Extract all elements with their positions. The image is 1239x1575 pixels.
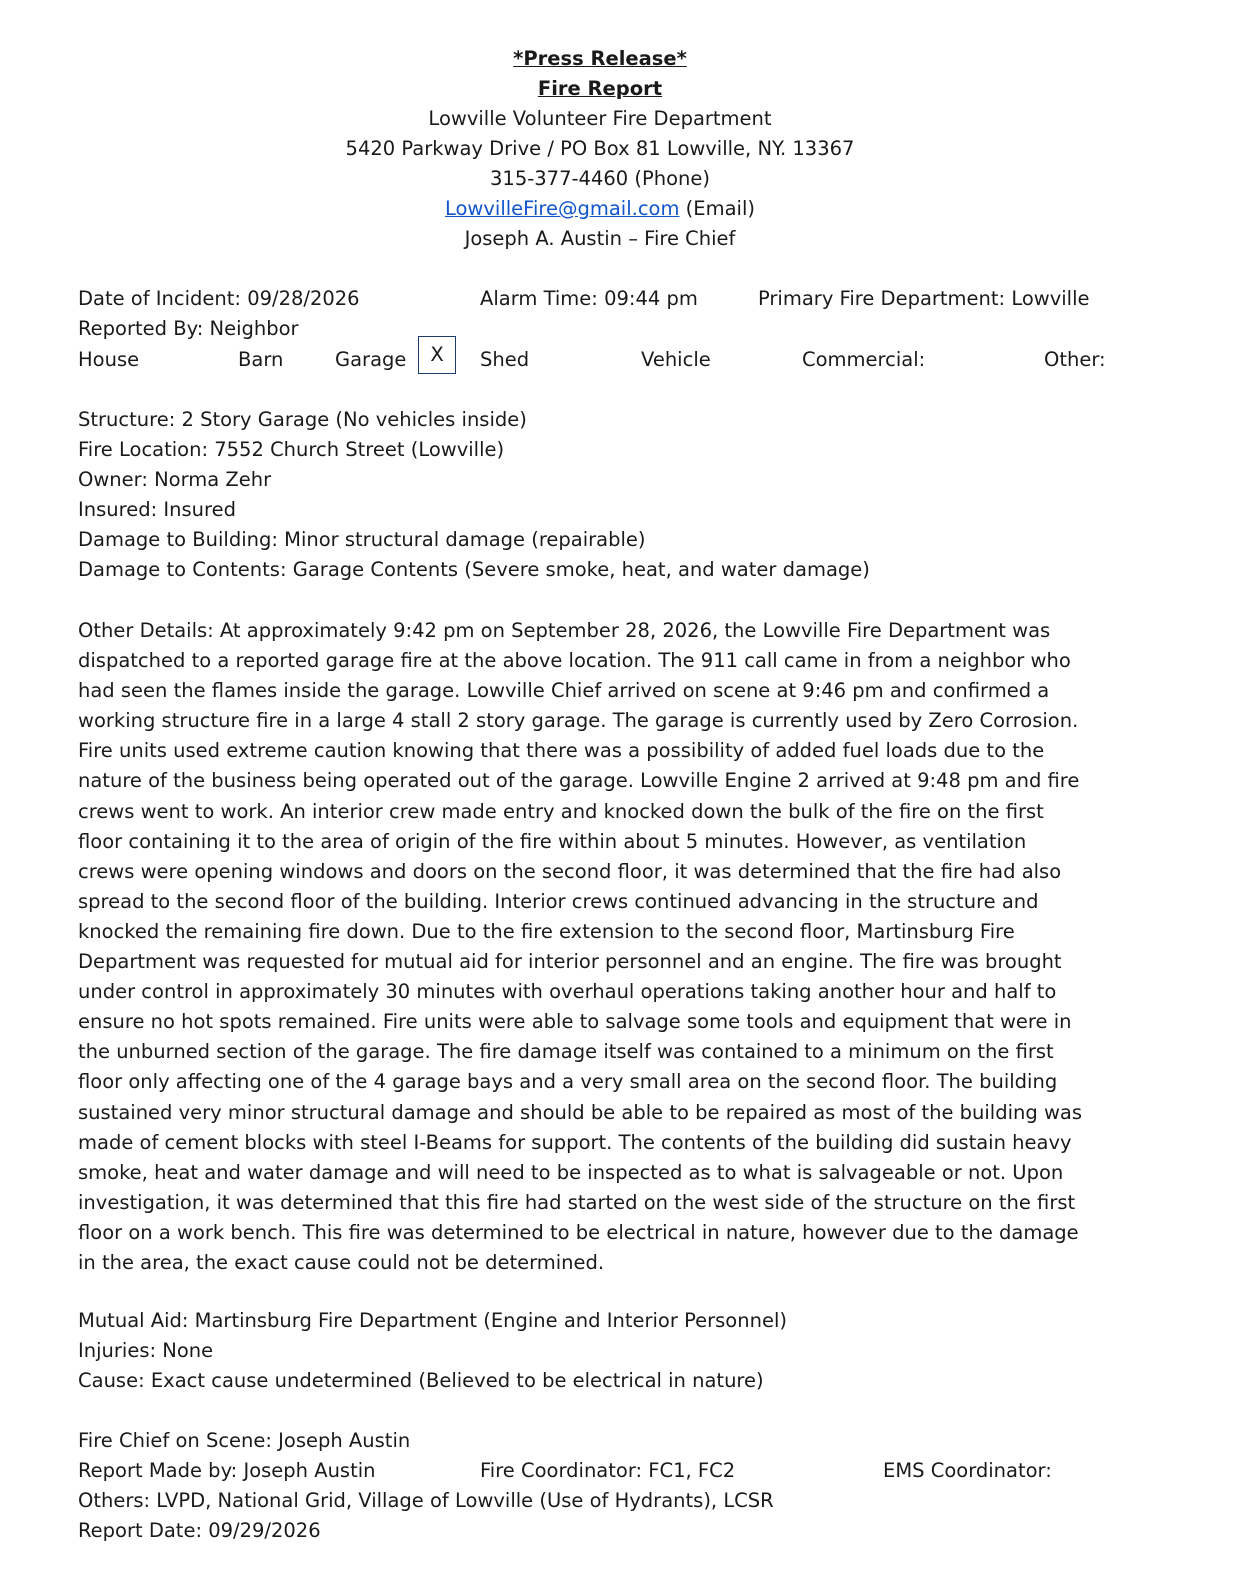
press-release-heading: *Press Release*: [513, 47, 687, 70]
department-name: Lowville Volunteer Fire Department: [428, 107, 772, 130]
chief-on-scene-line: Fire Chief on Scene: Joseph Austin: [78, 1429, 411, 1452]
details-line: dispatched to a reported garage fire at the above location. The 911 call came in from a neighbor who: [78, 649, 1071, 673]
report-date-line: Report Date: 09/29/2026: [78, 1519, 321, 1542]
other-details-paragraph: [78, 616, 1123, 1278]
department-phone: 315-377-4460 (Phone): [490, 167, 710, 190]
details-line: working structure fire in a large 4 stall 2 story garage. The garage is currently used by Zero Corrosion.: [78, 709, 1079, 733]
damage-building-line: Damage to Building: Minor structural damage (repairable): [78, 528, 646, 551]
details-line: Department was requested for mutual aid for interior personnel and an engine. The fire was brought: [78, 950, 1062, 974]
details-line: made of cement blocks with steel I-Beams for support. The contents of the building did sustain heavy: [78, 1130, 1072, 1154]
details-line: crews were opening windows and doors on the second floor, it was determined that the fire had also: [78, 859, 1062, 883]
cause-line: Cause: Exact cause undetermined (Believed to be electrical in nature): [78, 1369, 764, 1392]
fire-coordinator-line: Fire Coordinator: FC1, FC2: [480, 1459, 736, 1482]
details-line: Fire units used extreme caution knowing that there was a possibility of added fuel loads due to the: [78, 739, 1045, 763]
others-line: Others: LVPD, National Grid, Village of Lowville (Use of Hydrants), LCSR: [78, 1489, 774, 1512]
type-other: Other:: [1044, 348, 1106, 371]
primary-department: Primary Fire Department: Lowville: [758, 287, 1090, 310]
mutual-aid-line: Mutual Aid: Martinsburg Fire Department (Engine and Interior Personnel): [78, 1309, 787, 1332]
details-line: crews went to work. An interior crew made entry and knocked down the bulk of the fire on the first: [78, 799, 1044, 823]
insured-line: Insured: Insured: [78, 498, 236, 521]
injuries-line: Injuries: None: [78, 1339, 214, 1362]
type-shed: Shed: [480, 348, 530, 371]
type-vehicle: Vehicle: [641, 348, 711, 371]
details-line: had seen the flames inside the garage. Lowville Chief arrived on scene at 9:46 pm and confirmed a: [78, 679, 1050, 703]
email-line: [0, 194, 1200, 224]
details-line: floor containing it to the area of origin of the fire within about 5 minutes. However, as ventilation: [78, 829, 1027, 853]
ems-coordinator-line: EMS Coordinator:: [883, 1459, 1052, 1482]
details-line: investigation, it was determined that this fire had started on the west side of the structure on the first: [78, 1190, 1076, 1214]
report-made-by-line: Report Made by: Joseph Austin: [78, 1459, 376, 1482]
reported-by: Reported By: Neighbor: [78, 317, 299, 340]
fire-location-line: Fire Location: 7552 Church Street (Lowville): [78, 438, 505, 461]
details-line: floor only affecting one of the 4 garage bays and a very small area on the second floor. The building: [78, 1070, 1058, 1094]
garage-checkbox: X: [418, 336, 456, 374]
department-address: 5420 Parkway Drive / PO Box 81 Lowville, NY. 13367: [345, 137, 855, 160]
details-line: floor on a work bench. This fire was determined to be electrical in nature, however due to the damage: [78, 1220, 1079, 1244]
details-line: nature of the business being operated out of the garage. Lowville Engine 2 arrived at 9:48 pm and fire: [78, 769, 1080, 793]
details-line: ensure no hot spots remained. Fire units were able to salvage some tools and equipment that were in: [78, 1010, 1072, 1034]
structure-line: Structure: 2 Story Garage (No vehicles inside): [78, 408, 527, 431]
details-line: sustained very minor structural damage and should be able to be repaired as most of the building was: [78, 1100, 1083, 1124]
report-title: Fire Report: [537, 77, 663, 100]
details-line: in the area, the exact cause could not be determined.: [78, 1250, 605, 1274]
details-line: Other Details: At approximately 9:42 pm on September 28, 2026, the Lowville Fire Department was: [78, 619, 1051, 642]
owner-line: Owner: Norma Zehr: [78, 468, 272, 491]
details-line: spread to the second floor of the building. Interior crews continued advancing in the structure and: [78, 889, 1039, 913]
alarm-time: Alarm Time: 09:44 pm: [480, 287, 698, 310]
incident-date: Date of Incident: 09/28/2026: [78, 287, 360, 310]
fire-chief-name: Joseph A. Austin – Fire Chief: [464, 227, 736, 250]
details-line: smoke, heat and water damage and will need to be inspected as to what is salvageable or not. Upon: [78, 1160, 1064, 1184]
type-commercial: Commercial:: [802, 348, 926, 371]
type-garage: Garage: [335, 348, 407, 371]
damage-contents-line: Damage to Contents: Garage Contents (Severe smoke, heat, and water damage): [78, 558, 870, 581]
details-line: knocked the remaining fire down. Due to the fire extension to the second floor, Martinsburg Fire: [78, 919, 1015, 943]
details-line: under control in approximately 30 minutes with overhaul operations taking another hour and half to: [78, 980, 1057, 1004]
type-barn: Barn: [238, 348, 284, 371]
type-house: House: [78, 348, 140, 371]
details-line: the unburned section of the garage. The fire damage itself was contained to a minimum on the first: [78, 1040, 1054, 1064]
email-suffix: (Email): [679, 197, 755, 220]
email-link[interactable]: LowvilleFire@gmail.com: [444, 197, 680, 220]
